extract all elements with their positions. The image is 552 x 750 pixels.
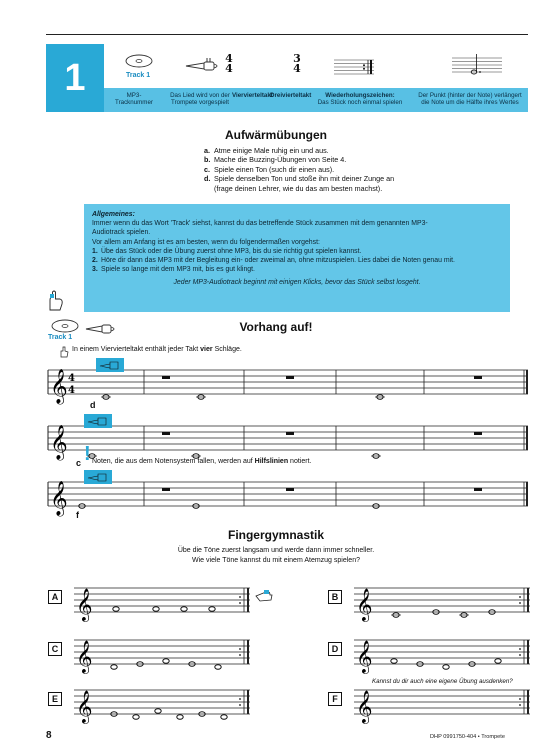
exercise-label-b: B <box>328 590 342 604</box>
list-item: b. Mache die Buzzing-Übungen von Seite 4. <box>204 155 347 165</box>
note-name-f: f <box>76 510 79 520</box>
svg-text:𝄞: 𝄞 <box>50 369 68 404</box>
legend-3-4: Dreivierteltakt <box>270 92 312 99</box>
info-step: 2. Höre dir dann das MP3 mit der Begleitung ein- oder zweimal an, ohne mitzuspielen. Lies dabei die Noten genau mit. <box>92 257 455 265</box>
ledger-note-text: Noten, die aus dem Notensystem fallen, werden auf Hilfslinien notiert. <box>92 458 312 465</box>
info-line: Audiotrack spielen. <box>92 229 151 237</box>
finger-heading: Fingergymnastik <box>227 528 325 542</box>
svg-text:𝄞: 𝄞 <box>356 640 373 673</box>
cd-icon <box>124 52 154 72</box>
hand-pointer-icon <box>254 586 274 604</box>
staff-exercise-f <box>354 684 530 724</box>
warmup-heading: Aufwärmübungen <box>225 128 327 142</box>
repeat-sign-icon <box>334 58 374 76</box>
list-item: c. Spiele einen Ton (such dir einen aus). <box>204 164 335 174</box>
legend-track: MP3- Tracknummer <box>115 92 153 107</box>
page-number: 8 <box>46 730 52 741</box>
vorhang-track-label: Track 1 <box>48 334 73 341</box>
svg-text:𝄞: 𝄞 <box>50 481 68 516</box>
vorhang-heading: Vorhang auf! <box>239 320 313 334</box>
footer-code: DHP 0991750-404 • Trompete <box>430 734 505 740</box>
staff-exercise-d <box>354 634 530 674</box>
time-signature-3-4: 3 4 <box>293 52 301 75</box>
staff-exercise-e <box>74 684 250 724</box>
finger-instructions: Übe die Töne zuerst langsam und werde dann immer schneller. Wie viele Töne kannst du mit einem Atemzug spielen? <box>177 547 375 564</box>
vorhang-intro: In einem Viervierteltakt enthält jeder Takt vier Schläge. <box>72 346 242 353</box>
exercise-label-a: A <box>48 590 62 604</box>
svg-text:𝄞: 𝄞 <box>76 588 93 621</box>
exercise-label-d: D <box>328 642 342 656</box>
staff-exercise-a <box>74 582 250 622</box>
legend-dot: Der Punkt (hinter der Note) verlängert die Note um die Hälfte ihres Wertes <box>418 92 522 107</box>
legend-strip <box>104 88 528 112</box>
note-name-c: c <box>76 458 82 468</box>
list-item: (frage deinen Lehrer, wie du das am besten machst). <box>214 183 383 193</box>
staff-vorhang-1 <box>46 356 532 412</box>
exercise-label-f: F <box>328 692 342 706</box>
info-line: Immer wenn du das Wort 'Track' siehst, kannst du das betreffende Stück zusammen mit dem genannten MP3- <box>92 220 428 228</box>
hand-pointer-icon <box>44 290 66 312</box>
svg-text:𝄞: 𝄞 <box>50 425 68 460</box>
info-steps <box>92 247 502 275</box>
info-step: 1. Übe das Stück oder die Übung zuerst ohne MP3, bis du sie richtig gut spielen kannst. <box>92 247 362 255</box>
svg-text:𝄞: 𝄞 <box>76 640 93 673</box>
list-item: a. Atme einige Male ruhig ein und aus. <box>204 146 329 155</box>
staff-vorhang-3 <box>46 470 532 520</box>
info-note: Jeder MP3-Audiotrack beginnt mit einigen Klicks, bevor das Stück selbst losgeht. <box>173 279 421 287</box>
top-rule <box>46 34 528 35</box>
exercise-label-c: C <box>48 642 62 656</box>
info-box <box>84 204 510 312</box>
note-name-d: d <box>90 400 96 410</box>
list-item: d. Spiele denselben Ton und stoße ihn mit deiner Zunge an <box>204 174 395 184</box>
info-title: Allgemeines: <box>92 211 135 218</box>
warmup-list <box>204 146 504 193</box>
legend-icons <box>104 44 528 88</box>
svg-text:𝄞: 𝄞 <box>356 588 373 621</box>
staff-exercise-b <box>354 582 530 622</box>
trumpet-icon <box>184 54 222 76</box>
info-step: 3. Spiele so lange mit dem MP3 mit, bis es gut klingt. <box>92 266 255 274</box>
dotted-note-icon <box>452 52 502 76</box>
svg-text:4: 4 <box>68 373 75 384</box>
staff-exercise-c <box>74 634 250 674</box>
legend-repeat: Wiederholungszeichen: Das Stück noch einmal spielen <box>317 92 403 107</box>
svg-text:4: 4 <box>68 385 75 396</box>
legend-track-label: Track 1 <box>126 72 151 79</box>
time-signature-4-4: 4 4 <box>225 52 233 75</box>
exercise-label-e: E <box>48 692 62 706</box>
legend-trumpet: Das Lied wird von der Trompete vorgespielt <box>170 92 230 107</box>
svg-text:𝄞: 𝄞 <box>76 690 93 723</box>
info-line: Vor allem am Anfang ist es am besten, wenn du folgendermaßen vorgehst: <box>92 238 320 246</box>
svg-text:𝄞: 𝄞 <box>356 690 373 723</box>
lesson-number: 1 <box>46 44 104 112</box>
own-exercise-prompt: Kannst du dir auch eine eigene Übung ausdenken? <box>372 678 513 685</box>
warning-icon: ! <box>84 443 91 465</box>
legend-4-4: Viervierteltakt <box>232 92 273 99</box>
